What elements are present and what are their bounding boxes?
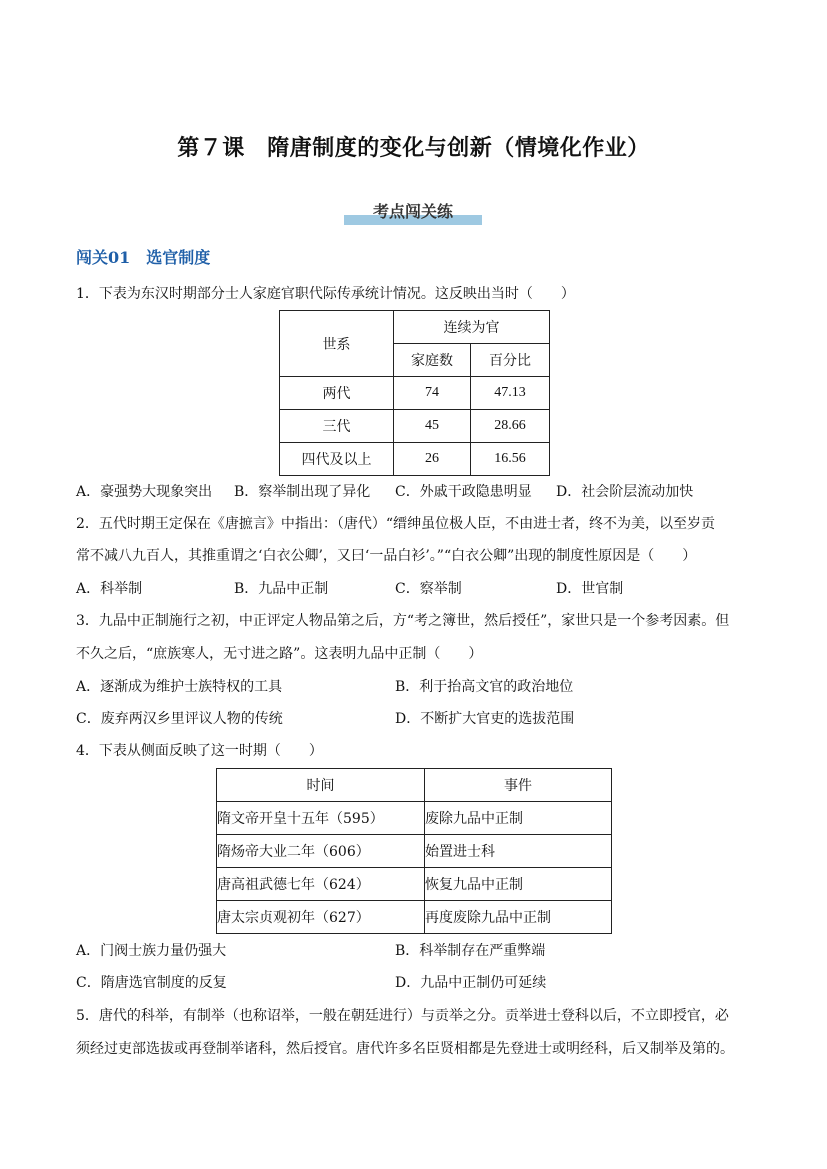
q1-option-c: C．外戚干政隐患明显 (395, 484, 532, 500)
table-row (217, 802, 612, 835)
q4-cell-time: 唐高祖武德七年（624） (217, 868, 425, 901)
q1-option-a: A．豪强势大现象突出 (76, 484, 213, 500)
q1-stem: 1．下表为东汉时期部分士人家庭官职代际传承统计情况。这反映出当时（ ） (76, 286, 575, 302)
q4-stem: 4．下表从侧面反映了这一时期（ ） (76, 743, 323, 759)
q1-cell-generation: 三代 (280, 410, 394, 443)
q4-option-c: C．隋唐选官制度的反复 (76, 975, 227, 991)
q1-cell-generation: 四代及以上 (280, 443, 394, 476)
q3-option-b: B．利于抬高文官的政治地位 (395, 679, 574, 695)
q3-stem-line2: 不久之后，“庶族寒人，无寸进之路”。这表明九品中正制（ ） (76, 646, 483, 662)
q4-header-event: 事件 (425, 769, 612, 802)
q4-cell-time: 唐太宗贞观初年（627） (217, 901, 425, 934)
table-row (217, 868, 612, 901)
q4-cell-time: 隋炀帝大业二年（606） (217, 835, 425, 868)
q2-option-c: C．察举制 (395, 581, 462, 597)
q1-cell-count: 26 (394, 443, 471, 476)
q3-option-c: C．废弃两汉乡里评议人物的传统 (76, 711, 283, 727)
q2-option-b: B．九品中正制 (234, 581, 329, 597)
q1-cell-percent: 28.66 (471, 410, 550, 443)
q1-option-b: B．察举制出现了异化 (234, 484, 371, 500)
q1-cell-percent: 16.56 (471, 443, 550, 476)
q4-cell-event: 再度废除九品中正制 (425, 901, 612, 934)
q2-option-a: A．科举制 (76, 581, 143, 597)
table-row (280, 410, 550, 443)
q3-option-a: A．逐渐成为维护士族特权的工具 (76, 679, 283, 695)
q1-header-percent: 百分比 (471, 344, 550, 377)
q2-stem-line1: 2．五代时期王定保在《唐摭言》中指出：（唐代）“缙绅虽位极人臣，不由进士者，终不为美，以至岁贡 (76, 516, 716, 532)
table-row (280, 377, 550, 410)
section-banner (344, 199, 482, 225)
q1-option-d: D．社会阶层流动加快 (556, 484, 694, 500)
q3-option-d: D．不断扩大官吏的选拔范围 (395, 711, 575, 727)
q3-stem-line1: 3．九品中正制施行之初，中正评定人物品第之后，方“考之簿世，然后授任”，家世只是一个参考因素。但 (76, 613, 730, 629)
table-row (217, 835, 612, 868)
q1-cell-generation: 两代 (280, 377, 394, 410)
q4-cell-event: 始置进士科 (425, 835, 612, 868)
q4-header-time: 时间 (217, 769, 425, 802)
banner-text: 考点闯关练 (372, 202, 453, 221)
q5-stem-line1: 5．唐代的科举，有制举（也称诏举，一般在朝廷进行）与贡举之分。贡举进士登科以后，不立即授官，必 (76, 1008, 729, 1024)
q1-header-group: 连续为官 (394, 311, 550, 344)
q4-option-d: D．九品中正制仍可延续 (395, 975, 547, 991)
q1-table (279, 310, 550, 476)
page-title: 第７课 隋唐制度的变化与创新（情境化作业） (177, 135, 650, 161)
q1-header-count: 家庭数 (394, 344, 471, 377)
q1-cell-count: 74 (394, 377, 471, 410)
q2-option-d: D．世官制 (556, 581, 624, 597)
q4-cell-time: 隋文帝开皇十五年（595） (217, 802, 425, 835)
q1-cell-percent: 47.13 (471, 377, 550, 410)
q4-cell-event: 恢复九品中正制 (425, 868, 612, 901)
q2-stem-line2: 常不减八九百人，其推重谓之‘白衣公卿’，又曰‘一品白衫’。”“白衣公卿”出现的制度性原因是（ ） (76, 548, 697, 564)
table-row (217, 901, 612, 934)
table-row (280, 443, 550, 476)
q4-option-b: B．科举制存在严重弊端 (395, 943, 546, 959)
q4-option-a: A．门阀士族力量仍强大 (76, 943, 227, 959)
section-heading: 闯关01 选官制度 (76, 248, 211, 267)
q1-header-generation: 世系 (280, 311, 394, 377)
q5-stem-line2: 须经过吏部选拔或再登制举诸科，然后授官。唐代许多名臣贤相都是先登进士或明经科，后又制举及第的。 (76, 1041, 734, 1057)
q4-table (216, 768, 612, 934)
q1-cell-count: 45 (394, 410, 471, 443)
q4-cell-event: 废除九品中正制 (425, 802, 612, 835)
